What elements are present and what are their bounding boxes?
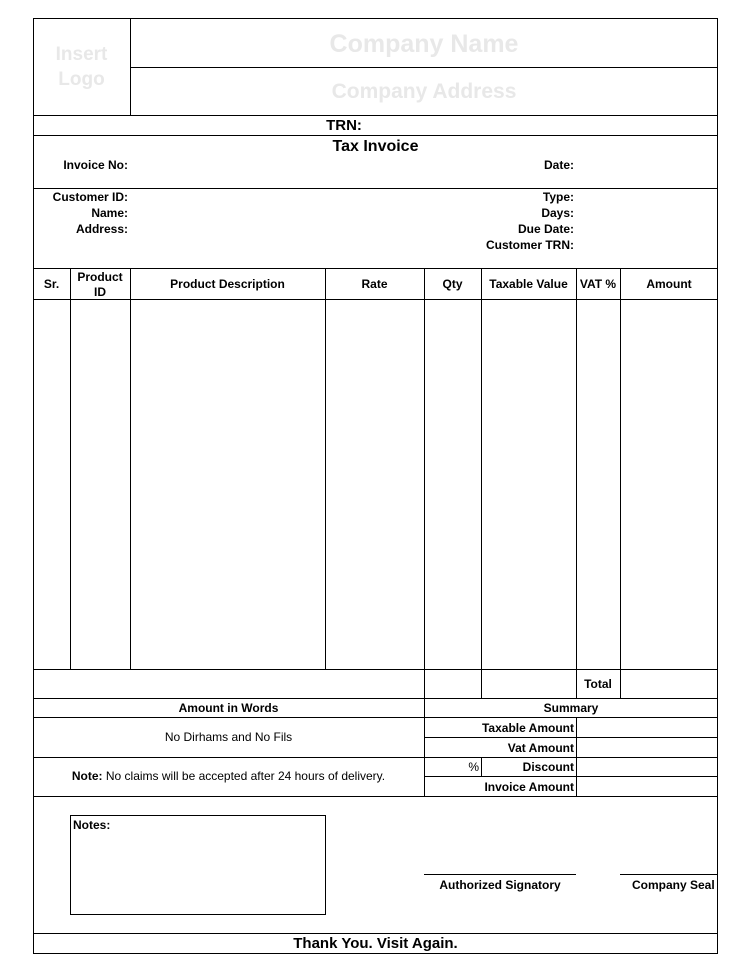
col-header-sr: Sr. <box>43 277 60 291</box>
summary-heading: Summary <box>543 701 599 715</box>
customer-address-label: Address: <box>75 222 128 236</box>
invoice-amount-label: Invoice Amount <box>484 780 574 794</box>
col-header-amount: Amount <box>646 277 692 291</box>
col-header-product-id-line1: Product <box>77 270 123 284</box>
signature-line <box>424 874 576 875</box>
col-header-product-description: Product Description <box>170 277 285 291</box>
company-seal-label: Company Seal <box>632 878 715 892</box>
page-title: Tax Invoice <box>332 138 419 155</box>
seal-line <box>620 874 718 875</box>
total-label: Total <box>584 677 612 691</box>
customer-trn-label: Customer TRN: <box>485 238 574 252</box>
customer-id-label: Customer ID: <box>52 190 128 204</box>
discount-percent-symbol: % <box>468 760 479 774</box>
date-label: Date: <box>543 158 574 172</box>
due-date-label: Due Date: <box>517 222 574 236</box>
notes-label: Notes: <box>73 818 111 832</box>
amount-in-words-value: No Dirhams and No Fils <box>164 730 293 744</box>
invoice-frame <box>33 18 718 954</box>
col-header-vat-percent: VAT % <box>579 277 617 291</box>
logo-placeholder-line1: Insert <box>55 44 108 65</box>
col-header-taxable-value: Taxable Value <box>489 277 568 291</box>
authorized-signatory-label: Authorized Signatory <box>439 878 561 892</box>
taxable-amount-label: Taxable Amount <box>481 721 574 735</box>
trn-label: TRN: <box>326 117 362 134</box>
col-header-qty: Qty <box>442 277 463 291</box>
delivery-note <box>33 769 424 783</box>
note-text: No claims will be accepted after 24 hours of delivery. <box>102 769 386 783</box>
logo-placeholder-line2: Logo <box>58 69 105 90</box>
amount-in-words-heading: Amount in Words <box>178 701 279 715</box>
note-label: Note: <box>71 769 103 783</box>
company-address: Company Address <box>331 80 517 103</box>
company-name: Company Name <box>329 30 519 58</box>
customer-name-label: Name: <box>91 206 128 220</box>
invoice-no-label: Invoice No: <box>63 158 128 172</box>
type-label: Type: <box>542 190 574 204</box>
col-header-rate: Rate <box>361 277 388 291</box>
discount-label: Discount <box>522 760 574 774</box>
days-label: Days: <box>541 206 574 220</box>
vat-amount-label: Vat Amount <box>507 741 574 755</box>
thank-you-message: Thank You. Visit Again. <box>293 935 458 952</box>
company-divider <box>130 67 718 68</box>
col-header-product-id-line2: ID <box>94 285 106 299</box>
